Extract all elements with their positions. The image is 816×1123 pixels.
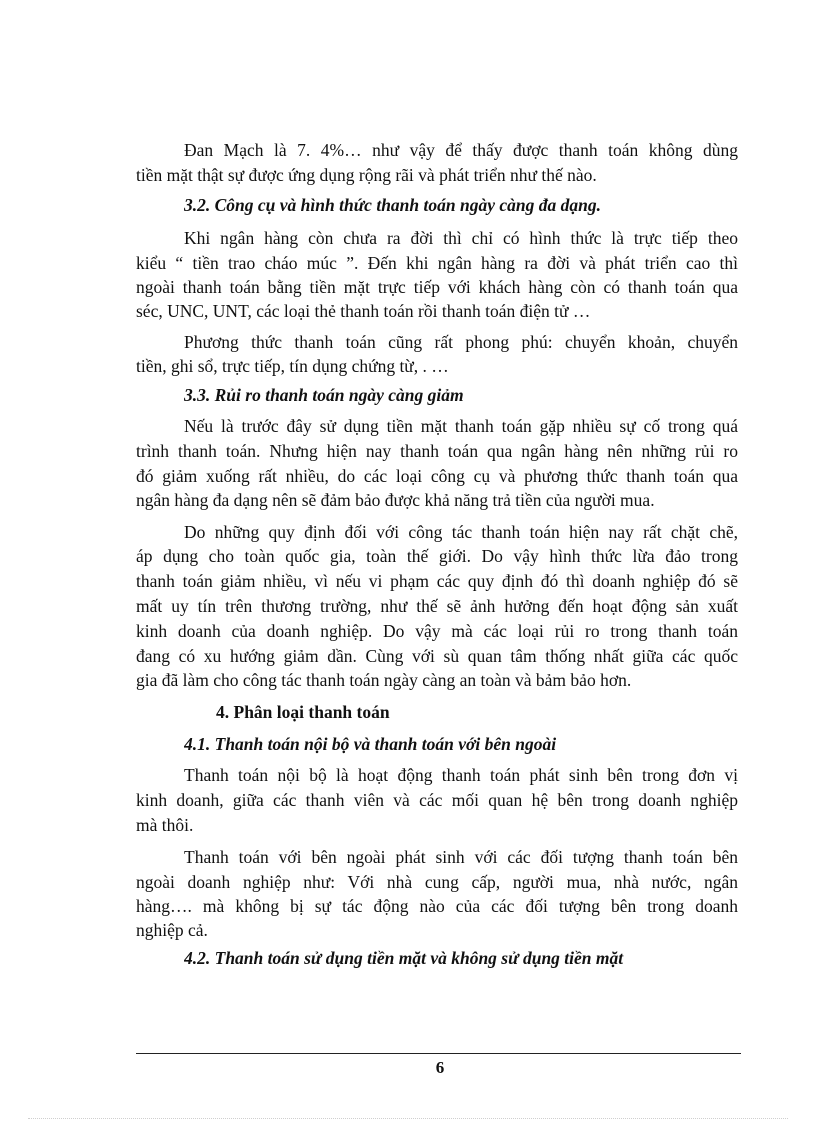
paragraph-line: Nếu là trước đây sử dụng tiền mặt thanh toán gặp nhiều sự cố trong quá <box>184 416 738 436</box>
paragraph-line: mà thôi. <box>136 815 194 835</box>
paragraph-line: mất uy tín trên thương trường, như thế sẽ ảnh hưởng đến hoạt động sản xuất <box>136 596 738 616</box>
paragraph-line: kinh doanh, giữa các thanh viên và các mối quan hệ bên trong doanh nghiệp <box>136 790 738 810</box>
page-number: 6 <box>435 1058 445 1077</box>
paragraph-line: ngân hàng đa dạng nên sẽ đảm bảo được khả năng trả tiền của người mua. <box>136 490 655 510</box>
section-heading-3-2: 3.2. Công cụ và hình thức thanh toán ngày càng đa dạng. <box>184 195 601 215</box>
paragraph-line: Thanh toán nội bộ là hoạt động thanh toán phát sinh bên trong đơn vị <box>184 765 738 785</box>
paragraph-line: Thanh toán với bên ngoài phát sinh với các đối tượng thanh toán bên <box>184 847 738 867</box>
paragraph-line: Do những quy định đối với công tác thanh toán hiện nay rất chặt chẽ, <box>184 522 738 542</box>
paragraph-line: Khi ngân hàng còn chưa ra đời thì chỉ có hình thức là trực tiếp theo <box>184 228 738 248</box>
paragraph-line: Đan Mạch là 7. 4%… như vậy để thấy được thanh toán không dùng <box>184 140 738 160</box>
paragraph-line: ngoài thanh toán bằng tiền mặt trực tiếp với khách hàng còn có thanh toán qua <box>136 277 738 297</box>
paragraph-line: tiền mặt thật sự được ứng dụng rộng rãi và phát triển như thế nào. <box>136 165 597 185</box>
section-heading-4-1: 4.1. Thanh toán nội bộ và thanh toán với bên ngoài <box>184 734 557 754</box>
paragraph-line: kinh doanh của doanh nghiệp. Do vậy mà các loại rủi ro trong thanh toán <box>136 621 738 641</box>
paragraph-line: ngoài doanh nghiệp như: Với nhà cung cấp, người mua, nhà nước, ngân <box>136 872 738 892</box>
footer-divider <box>136 1053 741 1054</box>
paragraph-line: nghiệp cả. <box>136 920 208 940</box>
paragraph-line: Phương thức thanh toán cũng rất phong phú: chuyển khoản, chuyển <box>184 332 738 352</box>
paragraph-line: trình thanh toán. Nhưng hiện nay thanh toán qua ngân hàng nên những rủi ro <box>136 441 738 461</box>
paragraph-line: tiền, ghi sổ, trực tiếp, tín dụng chứng từ, . … <box>136 356 449 376</box>
paragraph-line: séc, UNC, UNT, các loại thẻ thanh toán rồi thanh toán điện tử … <box>136 301 591 321</box>
section-heading-4: 4. Phân loại thanh toán <box>216 702 390 722</box>
paragraph-line: áp dụng cho toàn quốc gia, toàn thế giới. Do vậy hình thức lừa đảo trong <box>136 546 738 566</box>
paragraph-line: gia đã làm cho công tác thanh toán ngày càng an toàn và bảm bảo hơn. <box>136 670 632 690</box>
page-bottom-border <box>28 1118 788 1119</box>
paragraph-line: kiểu “ tiền trao cháo múc ”. Đến khi ngân hàng ra đời và phát triển cao thì <box>136 253 738 273</box>
paragraph-line: hàng…. mà không bị sự tác động nào của các đối tượng bên trong doanh <box>136 896 738 916</box>
section-heading-3-3: 3.3. Rủi ro thanh toán ngày càng giảm <box>184 385 464 405</box>
paragraph-line: thanh toán giảm nhiều, vì nếu vi phạm các quy định đó thì doanh nghiệp đó sẽ <box>136 571 738 591</box>
paragraph-line: đó giảm xuống rất nhiều, do các loại công cụ và phương thức thanh toán qua <box>136 466 738 486</box>
paragraph-line: đang có xu hướng giảm dần. Cùng với sù quan tâm thống nhất giữa các quốc <box>136 646 738 666</box>
section-heading-4-2: 4.2. Thanh toán sử dụng tiền mặt và không sử dụng tiền mặt <box>184 948 624 968</box>
